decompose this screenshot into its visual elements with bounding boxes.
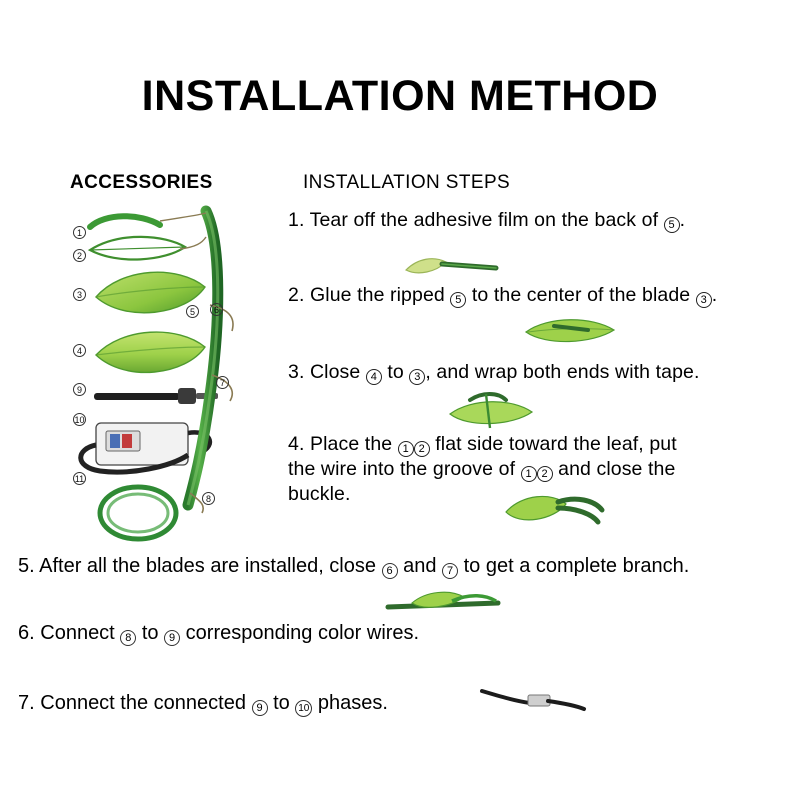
circled-number: 2 — [73, 249, 86, 262]
step-4-line2-before: the wire into the groove of — [288, 458, 521, 480]
circled-number-9: 9 — [164, 630, 180, 646]
step-2 — [288, 283, 793, 308]
step-7-illustration — [478, 683, 588, 715]
circled-number: 3 — [73, 288, 86, 301]
step-7-text-mid: to — [267, 692, 296, 714]
accessory-label-8 — [202, 492, 215, 506]
circled-number-4: 4 — [366, 369, 382, 385]
step-6-text-before: Connect — [40, 622, 121, 644]
circled-number-6: 6 — [382, 563, 398, 579]
circled-number: 7 — [216, 376, 229, 389]
circled-number: 4 — [73, 344, 86, 357]
step-1-text-before: Tear off the adhesive film on the back of — [309, 209, 664, 231]
accessory-label-9 — [73, 383, 86, 397]
step-3-text-before: Close — [310, 361, 366, 383]
circled-number-3: 3 — [409, 369, 425, 385]
step-7-number: 7. — [18, 692, 35, 714]
circled-number-10: 10 — [295, 700, 312, 717]
circled-number-1: 1 — [398, 441, 414, 457]
accessory-label-5 — [186, 305, 199, 319]
circled-number: 10 — [74, 415, 85, 425]
circled-number-3: 3 — [696, 292, 712, 308]
circled-number-8: 8 — [120, 630, 136, 646]
accessory-label-11 — [73, 472, 86, 486]
circled-number: 6 — [210, 303, 223, 316]
step-5-text-mid: and — [397, 555, 443, 577]
step-1-illustration — [400, 248, 510, 282]
step-7-text-before: Connect the connected — [40, 692, 252, 714]
step-4-illustration — [498, 488, 608, 532]
circled-number-7: 7 — [442, 563, 458, 579]
step-4-line3: buckle. — [288, 483, 351, 505]
step-2-text-after: . — [711, 284, 718, 306]
step-6-number: 6. — [18, 622, 35, 644]
installation-steps-heading: INSTALLATION STEPS — [303, 172, 511, 193]
accessories-heading: ACCESSORIES — [70, 172, 213, 193]
step-5 — [18, 553, 788, 579]
step-2-number: 2. — [288, 284, 305, 306]
circled-number: 8 — [202, 492, 215, 505]
circled-number-2: 2 — [537, 466, 553, 482]
step-2-illustration — [518, 312, 623, 348]
step-3-text-after: , and wrap both ends with tape. — [425, 361, 700, 383]
step-6-text-after: corresponding color wires. — [180, 622, 420, 644]
step-3-illustration — [440, 390, 540, 430]
accessory-label-3 — [73, 288, 86, 302]
circled-number: 1 — [73, 226, 86, 239]
accessory-label-1 — [73, 226, 86, 240]
accessory-label-6 — [210, 303, 223, 317]
step-6-text-mid: to — [136, 622, 165, 644]
step-5-illustration — [378, 585, 508, 621]
accessory-label-4 — [73, 344, 86, 358]
step-3-number: 3. — [288, 361, 305, 383]
step-3 — [288, 360, 793, 385]
step-5-text-before: After all the blades are installed, close — [39, 555, 382, 577]
step-2-text-mid: to the center of the blade — [466, 284, 696, 306]
accessory-label-10 — [73, 413, 86, 427]
circled-number: 11 — [74, 474, 85, 484]
step-7-text-after: phases. — [312, 692, 388, 714]
page-title: INSTALLATION METHOD — [141, 72, 659, 120]
step-2-text-before: Glue the ripped — [310, 284, 451, 306]
step-4-line2 — [288, 457, 793, 482]
accessories-illustration — [60, 205, 305, 545]
step-3-text-mid: to — [381, 361, 410, 383]
circled-number: 9 — [73, 383, 86, 396]
circled-number-1: 1 — [521, 466, 537, 482]
step-4-line1-after: flat side toward the leaf, put — [429, 433, 677, 455]
step-1 — [288, 208, 783, 233]
circled-number-2: 2 — [414, 441, 430, 457]
circled-number-9: 9 — [252, 700, 268, 716]
accessory-label-7 — [216, 376, 229, 390]
circled-number-5: 5 — [664, 217, 680, 233]
step-5-text-after: to get a complete branch. — [458, 555, 690, 577]
step-4-line1-before: Place the — [310, 433, 398, 455]
step-4 — [288, 432, 793, 457]
step-1-text-after: . — [679, 209, 686, 231]
step-4-line2-after: and close the — [552, 458, 676, 480]
step-7 — [18, 690, 788, 717]
step-6 — [18, 620, 788, 646]
accessory-label-2 — [73, 249, 86, 263]
step-1-number: 1. — [288, 209, 305, 231]
circled-number-5: 5 — [450, 292, 466, 308]
step-5-number: 5. — [18, 555, 35, 577]
step-4-number: 4. — [288, 433, 305, 455]
circled-number: 5 — [186, 305, 199, 318]
